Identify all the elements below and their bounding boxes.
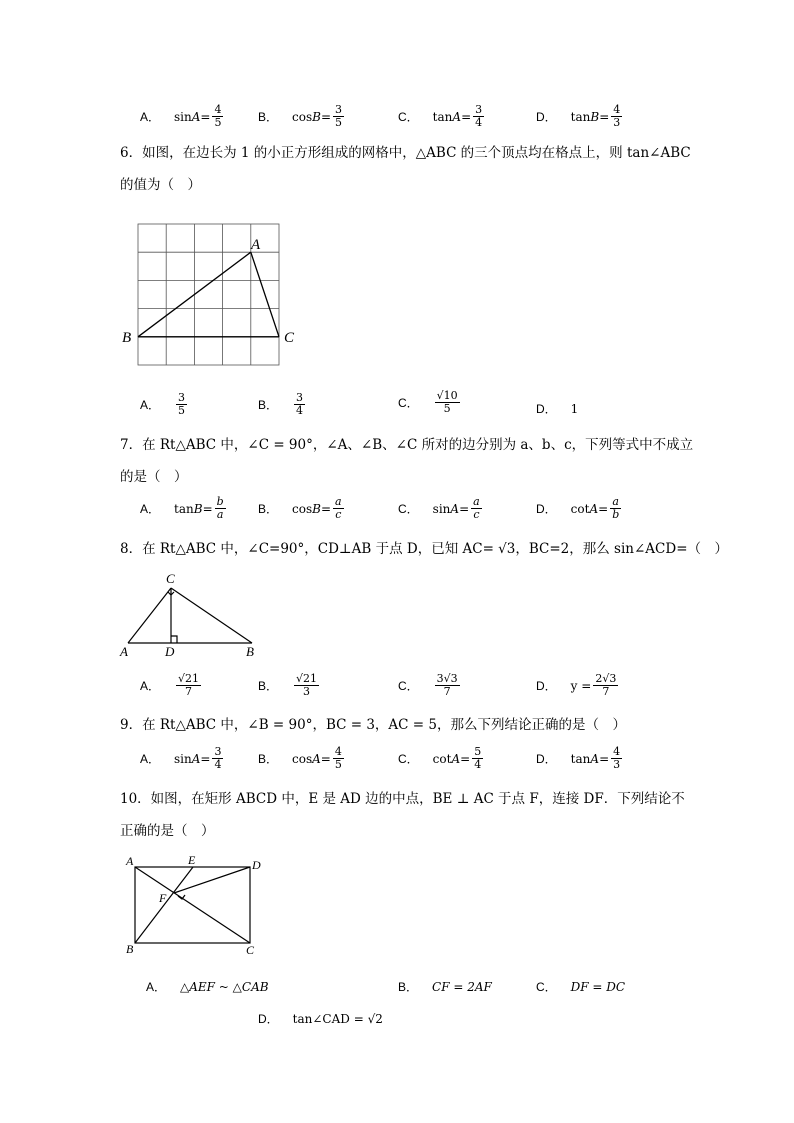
func: tan: [570, 109, 591, 124]
fraction: $\frac{√21}{7}$: [178, 672, 200, 698]
q7-option-a[interactable]: A． tan B = $\frac{b}{a}$: [140, 495, 224, 521]
label-a: A: [251, 237, 261, 253]
q5-option-c[interactable]: [398, 104, 486, 129]
equals: =: [320, 109, 332, 124]
var: A: [191, 109, 201, 124]
label-a: A: [126, 854, 134, 868]
label-c: C: [166, 571, 175, 586]
fraction: $\frac{4}{3}$: [613, 103, 621, 129]
q6-option-d[interactable]: D． 1: [536, 401, 579, 416]
q6-option-c[interactable]: C． $\frac{√10}{5}$: [398, 389, 458, 415]
q7-option-d[interactable]: D． cot A = $\frac{a}{b}$: [536, 495, 620, 521]
q7-stem-line2: 的是（ ）: [120, 469, 188, 485]
fraction: $\frac{3}{4}$: [475, 103, 483, 129]
q10-option-d[interactable]: D． tan∠CAD = √2: [258, 1011, 383, 1026]
q7-option-c[interactable]: C． sin A = $\frac{a}{c}$: [398, 495, 480, 521]
fraction: $\frac{b}{a}$: [216, 495, 224, 521]
fraction: $\frac{√10}{5}$: [436, 389, 458, 415]
option-letter: B．: [258, 110, 279, 124]
fraction: $\frac{3√3}{7}$: [436, 672, 458, 698]
q6-stem-line1: 6．如图，在边长为 1 的小正方形组成的网格中，△ABC 的三个顶点均在格点上，则 tan∠ABC: [120, 145, 691, 161]
q9-option-d[interactable]: D． tan A = $\frac{4}{3}$: [536, 745, 621, 771]
fraction: $\frac{a}{c}$: [335, 495, 342, 521]
q8-option-d[interactable]: D． y = $\frac{2√3}{7}$: [536, 672, 617, 698]
q5-option-b[interactable]: [258, 104, 346, 129]
label-c: C: [284, 330, 295, 346]
q10-stem-line2: 正确的是（ ）: [120, 823, 215, 839]
var: A: [452, 109, 462, 124]
fraction: $\frac{3}{5}$: [178, 391, 186, 417]
label-b: B: [122, 330, 132, 346]
label-a: A: [120, 644, 128, 659]
q8-stem: 8．在 Rt△ABC 中，∠C=90°，CD⊥AB 于点 D，已知 AC= √3，BC=2，那么 sin∠ACD=（ ）: [120, 541, 729, 557]
q8-option-b[interactable]: B． $\frac{√21}{3}$: [258, 672, 318, 698]
q6-stem-line2: 的值为（ ）: [120, 177, 201, 193]
q7-stem-line1: 7．在 Rt△ABC 中，∠C = 90°，∠A、∠B、∠C 所对的边分别为 a、b、c，下列等式中不成立: [120, 437, 694, 453]
label-e: E: [188, 853, 196, 867]
fraction: $\frac{3}{4}$: [296, 391, 304, 417]
option-letter: C．: [398, 110, 419, 124]
q5-option-d[interactable]: [536, 104, 624, 129]
q10-option-c[interactable]: C． DF = DC: [536, 979, 626, 994]
fraction: $\frac{3}{4}$: [214, 745, 222, 771]
q8-option-a[interactable]: A． $\frac{√21}{7}$: [140, 672, 200, 698]
q7-option-b[interactable]: B． cos B = $\frac{a}{c}$: [258, 495, 342, 521]
q9-option-a[interactable]: A． sin A = $\frac{3}{4}$: [140, 745, 222, 771]
fraction: $\frac{a}{b}$: [612, 495, 620, 521]
label-c: C: [246, 943, 255, 957]
fraction: $\frac{4}{3}$: [613, 745, 621, 771]
fraction: $\frac{2√3}{7}$: [595, 672, 617, 698]
option-letter: A．: [140, 110, 161, 124]
q9-option-b[interactable]: B． cos A = $\frac{4}{5}$: [258, 745, 342, 771]
equals: =: [200, 109, 211, 124]
q9-option-c[interactable]: C． cot A = $\frac{5}{4}$: [398, 745, 482, 771]
q10-option-b[interactable]: B． CF = 2AF: [398, 979, 492, 994]
fraction: $\frac{4}{5}$: [214, 103, 222, 129]
func: tan: [432, 109, 453, 124]
func: cos: [292, 109, 313, 124]
q6-grid-figure: [118, 220, 308, 372]
q10-rectangle-figure: [118, 852, 278, 960]
fraction: $\frac{5}{4}$: [474, 745, 482, 771]
label-f: F: [159, 891, 167, 905]
equals: =: [599, 109, 610, 124]
fraction: $\frac{3}{5}$: [335, 103, 343, 129]
label-d: D: [165, 644, 175, 659]
label-b: B: [246, 644, 254, 659]
q10-stem-line1: 10．如图，在矩形 ABCD 中，E 是 AD 边的中点，BE ⊥ AC 于点 F，连接 DF．下列结论不: [120, 791, 685, 807]
var: B: [590, 109, 600, 124]
q9-stem: 9．在 Rt△ABC 中，∠B = 90°，BC = 3，AC = 5，那么下列结论正确的是（ ）: [120, 717, 626, 733]
func: sin: [174, 109, 192, 124]
q8-option-c[interactable]: C． $\frac{3√3}{7}$: [398, 672, 458, 698]
q8-triangle-figure: [116, 568, 266, 662]
q6-option-a[interactable]: A． $\frac{3}{5}$: [140, 391, 186, 417]
option-letter: D．: [536, 110, 557, 124]
fraction: $\frac{4}{5}$: [334, 745, 342, 771]
q10-option-a[interactable]: A． △AEF ~ △CAB: [146, 979, 269, 994]
var: B: [312, 109, 321, 124]
label-b: B: [126, 942, 134, 956]
q5-option-a[interactable]: [140, 104, 225, 129]
fraction: $\frac{√21}{3}$: [296, 672, 318, 698]
fraction: $\frac{a}{c}$: [473, 495, 480, 521]
label-d: D: [252, 858, 261, 872]
equals: =: [461, 109, 472, 124]
q6-option-b[interactable]: B． $\frac{3}{4}$: [258, 391, 304, 417]
